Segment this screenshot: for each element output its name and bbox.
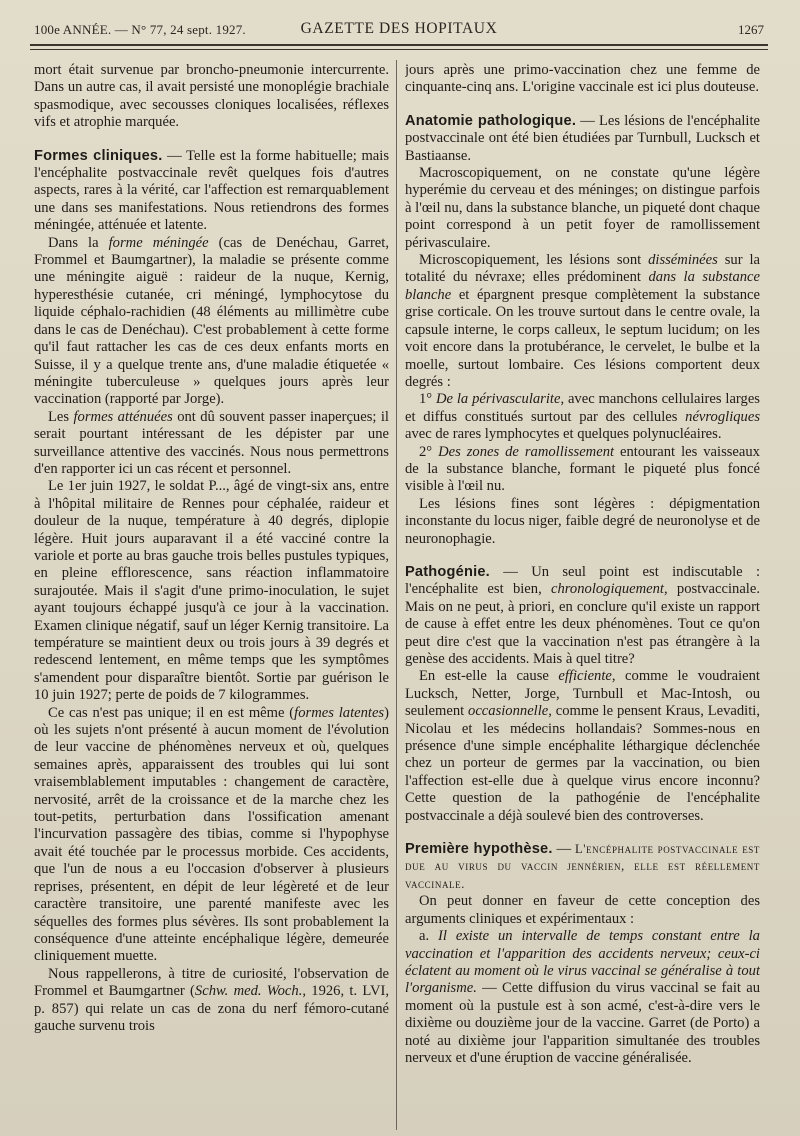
text-span: Dans la [48, 234, 109, 251]
running-header [30, 20, 768, 42]
paragraph-argument-a [405, 928, 760, 1067]
paragraph-cause [405, 668, 760, 825]
paragraph-macroscopie: Macroscopiquement, on ne constate qu'une légère hyperémie du cerveau et des méninges; on distingue parfois à l'œil nu, dans la substance blanche, un piqueté dont chaque point correspond à un petit foyer de ramollissement périvasculaire. [405, 165, 760, 251]
paragraph-case-report: Le 1er juin 1927, le soldat P..., âgé de vingt-six ans, entre à l'hôpital militaire de Rennes pour céphalée, raideur et douleur de la nuque, température à 40 degrés, diplopie légère. Huit jours auparavant il a été vacciné contre la variole et porte au bras gauche trois belles pustules typiques, en pleine efflorescence, sans réaction inflammatoire surajoutée. Mais il s'agit d'une primo-inoculation, le sujet ayant toujours échappé jusqu'à ce jour à la vaccination. Examen clinique négatif, sauf un léger Kernig transitoire. La température se maintient deux ou trois jours à 39 degrés et redescend lentement, en même temps que les symptômes s'amendent pour disparaître bientôt. Sortie par guérison le 10 juin 1927; perte de poids de 7 kilogrammes. [34, 478, 389, 704]
paragraph-meningee [34, 235, 389, 409]
text-span: 2° [419, 443, 439, 460]
emphasis-nevrogliques: névrogliques [685, 408, 760, 425]
text-span: , postvaccinale. Mais on ne peut, à priori, en conclure qu'il existe un rapport de cause à effet entre les deux phénomènes. Tout ce qu'on peut dire c'est que la vaccination n'est pas étrangère à la genèse des accidents. Mais à quel titre? [405, 581, 760, 667]
paragraph-latentes [34, 705, 389, 966]
heading-pathogenie: Pathogénie. [405, 563, 490, 580]
text-span: Les [48, 408, 74, 425]
emphasis-formes-latentes: formes latentes [294, 704, 385, 721]
emphasis-formes-attenuees: formes atténuées [73, 408, 173, 425]
text-span: Nous rappellerons, à titre de curiosité, l'observation de Frommel et Baumgartner ( [34, 965, 389, 1000]
paragraph-attenuees [34, 409, 389, 479]
text-span: , comme le voudraient Lucksch, Netter, Jorge, Turnbull et Mac-Intosh, ou seulement [405, 668, 760, 720]
emphasis-forme-meningee: forme méningée [108, 234, 209, 251]
emphasis-occasionnelle: occasionnelle [468, 703, 549, 720]
heading-premiere-hypothese: Première hypothèse. [405, 841, 553, 858]
text-span: — Un seul point est indiscutable : l'encéphalite est bien, [405, 563, 760, 598]
emphasis-disseminees: disséminées [648, 252, 718, 269]
paragraph-lesions-fines: Les lésions fines sont légères : dépigmentation inconstante du locus niger, faible degré de neuronolyse et de neuronophagie. [405, 495, 760, 547]
paragraph-rappel [34, 966, 389, 1036]
paragraph-microscopie [405, 252, 760, 391]
emphasis-substance-blanche: dans la substance blanche [405, 269, 760, 303]
emphasis-ramollissement: Des zones de ramollissement [438, 443, 615, 460]
emphasis-perivascularite: De la périvascularite [436, 391, 561, 408]
text-span: Ce cas n'est pas unique; il en est même ( [48, 704, 295, 721]
text-span: 1° [419, 391, 436, 408]
text-span: Microscopiquement, les lésions sont [419, 252, 649, 269]
header-rule-thick [30, 44, 768, 46]
text-span: , 1926, t. LVI, p. 857) qui relate un cas de zona du nerf fémoro-cutané gauche survenu trois [34, 983, 389, 1034]
left-column [34, 62, 389, 1130]
text-formes: — Telle est la forme habituelle; mais l'encéphalite postvaccinale revêt quelques fois d'autres aspects, rares à la vérité, car l'affection est remarquablement une dans ses manifestations. Nous retiendrons des formes méningée, atténuée et latente. [34, 147, 389, 234]
text-span: — Les lésions de l'encéphalite postvaccinale ont été bien étudiées par Turnbull, Lucksch et Bastiaanse. [405, 112, 760, 164]
page-number: 1267 [738, 22, 764, 37]
paragraph-degre-2 [405, 444, 760, 496]
heading-anatomie-pathologique: Anatomie pathologique. [405, 112, 577, 129]
text-span: (cas de Denéchau, Garret, Frommel et Baumgartner), la maladie se présente comme une méningite aiguë : raideur de la nuque, Kernig, hyperesthésie cutanée, cri méningé, lymphocytose du liquide céphalo-rachidien (48 éléments au millimètre cube dans le cas de Denéchau). C'est probablement à cette forme qu'il faut rattacher les cas de ces deux enfants morts en Suisse, il y a quelque trente ans, d'une maladie étiquetée « méningite tuberculeuse » quelques jours après leur vaccination (rapporté par Jorge). [34, 234, 389, 408]
heading-formes-cliniques: Formes cliniques. [34, 147, 163, 164]
emphasis-citation: Schw. med. Woch. [194, 983, 303, 1000]
header-rule-thin [30, 49, 768, 50]
emphasis-chronologiquement: chronologiquement [551, 581, 664, 598]
hypothesis-statement: L'encéphalite postvaccinale est due au virus du vaccin jennérien, elle est réellement vaccinale. [405, 842, 760, 891]
issue-info: 100e ANNÉE. — N° 77, 24 sept. 1927. [34, 22, 246, 37]
text-span: En est-elle la cause [419, 668, 559, 685]
text-span: — Cette diffusion du virus vaccinal se fait au moment où la pustule est à son acmé, c'est-à-dire vers le dixième ou douzième jour de la vaccine. Garret (de Porto) a noté au dixième jour l'apparition simultanée des troubles nerveux et d'une éruption de vaccine généralisée. [405, 980, 760, 1066]
text-span: — [552, 841, 575, 858]
text-span: , comme le pensent Kraus, Levaditi, Nicolau et les médecins hollandais? Sommes-nous en présence d'une simple encéphalite léthargique déclenchée chez un porteur de germes par la vaccination, ou bien l'affection est-elle due à quelque virus encore inconnu? Cette question de la pathogénie de l'encéphalite postvaccinale a déjà soulevé bien des controverses. [405, 703, 760, 824]
right-column [405, 62, 760, 1130]
text-span: ont dû souvent passer inaperçues; il serait pourtant intéressant de les dépister par une surveillance attentive des vaccinés. Nous nous permettrons d'en rapporter ici un cas récent et personnel. [34, 408, 389, 477]
paragraph-arguments: On peut donner en faveur de cette conception des arguments cliniques et expérimentaux : [405, 893, 760, 927]
column-divider [396, 60, 397, 1130]
paragraph-degre-1 [405, 391, 760, 443]
text-span: , avec manchons cellulaires larges et diffus constitués surtout par des cellules [405, 391, 760, 425]
text-span: a. [419, 928, 439, 945]
text-span: entourant les vaisseaux de la substance blanche, formant le piqueté plus foncé visible à l'œil nu. [405, 443, 760, 495]
text-span: avec de rares lymphocytes et quelques polynucléaires. [405, 426, 722, 443]
text-span: et épargnent presque complètement la substance grise corticale. On les trouve surtout dans le centre ovale, la capsule interne, le corps calleux, le septum lucidum; on les voit encore dans la protubérance, le cervelet, le bulbe et la moelle, surtout lombaire. Ces lésions comportent deux degrés : [405, 286, 760, 390]
emphasis-efficiente: efficiente [558, 668, 612, 685]
journal-title: GAZETTE DES HOPITAUX [300, 20, 498, 37]
paragraph-intro: mort était survenue par broncho-pneumonie intercurrente. Dans un autre cas, il avait persisté une monoplégie brachiale spasmodique, avec secousses cloniques localisées, réflexes vifs et atrophie marquée. [34, 62, 389, 131]
emphasis-argument-a: Il existe un intervalle de temps constant entre la vaccination et l'apparition des accidents nerveux; ceux-ci éclatent au moment où le virus vaccinal se généralise à tout l'organisme. [405, 928, 760, 997]
text-span: ) où les sujets n'ont présenté à aucun moment de l'évolution de leur vaccine de phénomènes nerveux et où, quelques semaines après, apparaissent des troubles qui lui sont vraisemblablement imputables : changement de caractère, nervosité, arrêt de la croissance et de la marche chez les tout-petits, perturbation dans l'ossification amenant l'incurvation passagère des tibias, comme si l'hypophyse avait été touchée par le processus morbide. Ces accidents, que l'un de nous a eu l'occasion d'observer à plusieurs reprises, présentent, en dépit de leur légèreté et de leur caractère transitoire, une parenté manifeste avec les séquelles des formes plus sévères. Ils sont probablement la conséquence d'une atteinte encéphalique légère, demeurée cliniquement muette. [34, 704, 389, 965]
text-span: sur la totalité du névraxe; elles prédominent [405, 252, 760, 286]
paragraph-continuation: jours après une primo-vaccination chez une femme de cinquante-cinq ans. L'origine vaccinale est ici plus douteuse. [405, 62, 760, 96]
